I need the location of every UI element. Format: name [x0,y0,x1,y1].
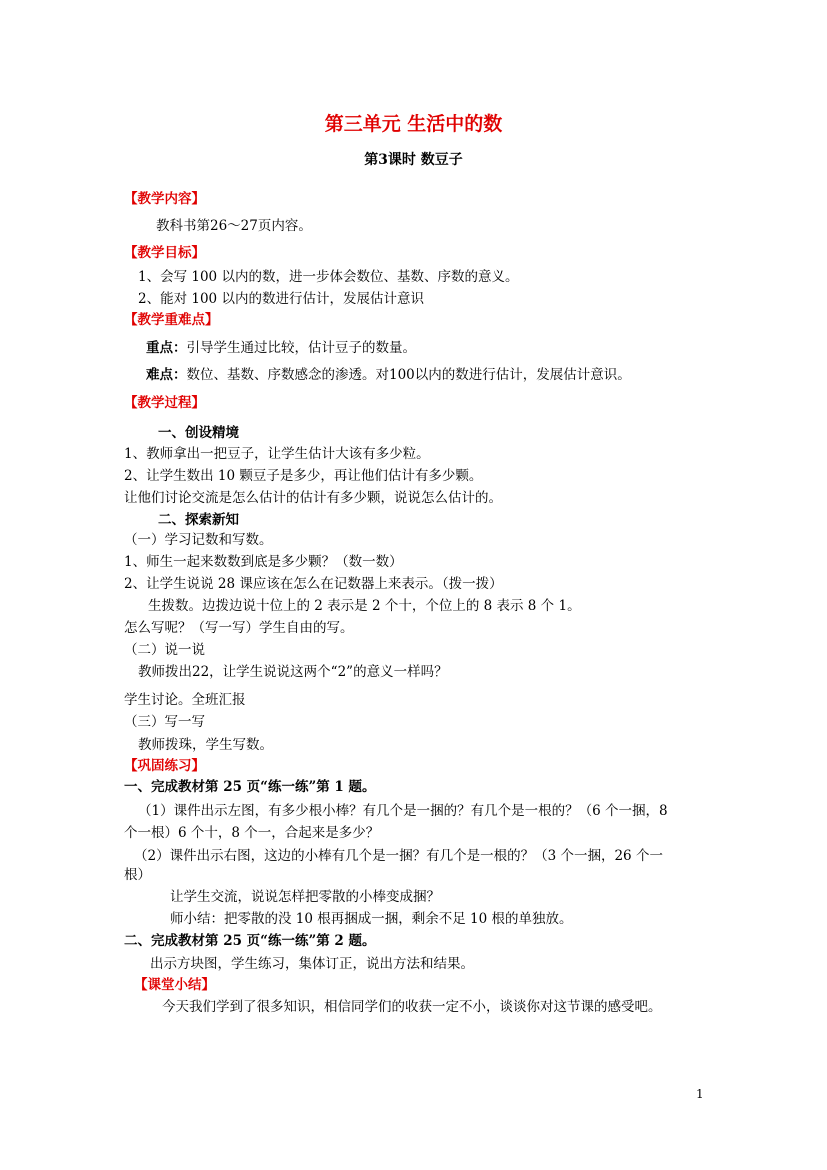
process-part2-line4: 怎么写呢？（写一写）学生自由的写。 [124,620,354,636]
process-part2-line5: 教师拨出22，让学生说说这两个“2”的意义一样吗？ [138,664,448,680]
process-part1-line2: 2、让学生数出 10 颗豆子是多少，再让他们估计有多少颗。 [124,468,483,484]
unit-title: 第三单元 生活中的数 [324,113,503,135]
practice-1-line6: 师小结：把零散的没 10 根再捆成一捆，剩余不足 10 根的单独放。 [170,911,573,927]
section-heading-practice: 【巩固练习】 [124,758,205,774]
process-part2-line3: 生拨数。边拨边说十位上的 2 表示是 2 个十，个位上的 8 表示 8 个 1。 [148,598,581,614]
process-part1-line3: 让他们讨论交流是怎么估计的估计有多少颗，说说怎么估计的。 [124,490,502,506]
summary-text: 今天我们学到了很多知识，相信同学们的收获一定不小，谈谈你对这节课的感受吧。 [162,999,662,1015]
practice-1-line1: （1）课件出示左图，有多少根小棒？有几个是一捆的？有几个是一根的？（6 个一捆，8 [138,803,668,819]
section-heading-content: 【教学内容】 [124,191,205,207]
difficulty-label: 难点： [146,367,187,383]
section-heading-process: 【教学过程】 [124,395,205,411]
process-sub3: （三）写一写 [124,714,205,730]
practice-1-heading: 一、完成教材第 25 页“练一练”第 1 题。 [124,779,376,795]
section-heading-keypoints: 【教学重难点】 [124,312,219,328]
goal-2: 2、能对 100 以内的数进行估计，发展估计意识 [138,291,424,307]
section-heading-summary: 【课堂小结】 [134,977,215,993]
content-text: 教科书第26～27页内容。 [156,218,312,234]
practice-1-line3: （2）课件出示右图，这边的小棒有几个是一捆？有几个是一根的？（3 个一捆，26 个一 [134,848,663,864]
process-part2-line1: 1、师生一起来数数到底是多少颗？（数一数） [124,554,403,570]
process-part1-line1: 1、教师拿出一把豆子，让学生估计大该有多少粒。 [124,446,430,462]
page-number: 1 [696,1087,704,1101]
lesson-subtitle: 第3课时 数豆子 [364,152,463,168]
key-label: 重点： [146,340,187,356]
practice-1-line5: 让学生交流，说说怎样把零散的小棒变成捆？ [170,889,440,905]
practice-2-heading: 二、完成教材第 25 页“练一练”第 2 题。 [124,933,376,949]
goal-1: 1、会写 100 以内的数，进一步体会数位、基数、序数的意义。 [138,269,519,285]
practice-1-line4: 根） [124,867,151,883]
process-part2-line2: 2、让学生说说 28 课应该在怎么在记数器上来表示。（拨一拨） [124,576,503,592]
process-part2-line7: 教师拨珠，学生写数。 [138,737,273,753]
practice-1-line2: 个一根）6 个十，8 个一，合起来是多少？ [124,825,380,841]
section-heading-goals: 【教学目标】 [124,245,205,261]
process-sub1: （一）学习记数和写数。 [124,532,273,548]
process-part2-heading: 二、探索新知 [158,512,239,528]
process-part1-heading: 一、创设精境 [158,425,239,441]
difficulty-line [146,365,631,385]
practice-2-line1: 出示方块图，学生练习，集体订正，说出方法和结果。 [150,956,474,972]
difficulty-text: 数位、基数、序数感念的渗透。对100以内的数进行估计，发展估计意识。 [186,367,631,383]
process-sub2: （二）说一说 [124,642,205,658]
process-part2-line6: 学生讨论。全班汇报 [124,692,246,708]
key-point-line [146,338,416,358]
key-text: 引导学生通过比较，估计豆子的数量。 [186,340,416,356]
